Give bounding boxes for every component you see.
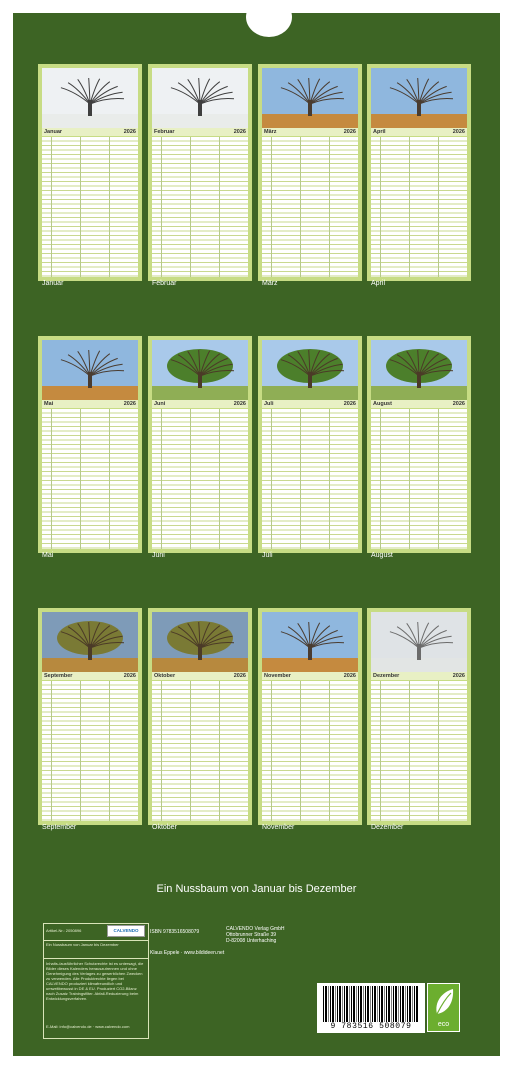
leaf-icon (428, 984, 459, 1020)
month-label: April (371, 280, 386, 287)
month-header-name: April (373, 129, 386, 135)
month-page (367, 608, 471, 825)
grid-column-line (271, 681, 272, 821)
eco-label: eco (437, 1021, 450, 1028)
publisher-street: Ottobrunner Straße 39 (226, 932, 277, 938)
month-header-year: 2026 (123, 673, 136, 679)
month-label: Februar (152, 280, 177, 287)
month-header (152, 128, 248, 136)
month-header (42, 672, 138, 680)
day-grid (262, 409, 358, 549)
day-grid (152, 137, 248, 277)
month-header (262, 400, 358, 408)
month-page (148, 64, 252, 281)
month-label: August (371, 552, 393, 559)
author-text: Klaus Eppele · www.bildideen.net (150, 950, 225, 956)
tree-photo (262, 68, 358, 128)
month-header-year: 2026 (343, 129, 356, 135)
month-header (152, 400, 248, 408)
month-header-name: Dezember (373, 673, 400, 679)
article-number: Artikel-Nr.: 2050896 (46, 928, 82, 933)
grid-column-line (329, 409, 330, 549)
grid-column-line (51, 409, 52, 549)
info-divider (44, 940, 148, 941)
month-page (258, 64, 362, 281)
month-header (371, 400, 467, 408)
month-header (42, 400, 138, 408)
month-header (42, 128, 138, 136)
month-header-name: November (264, 673, 291, 679)
calendar-title: Ein Nussbaum von Januar bis Dezember (156, 883, 357, 895)
grid-column-line (329, 137, 330, 277)
grid-column-line (380, 137, 381, 277)
grid-column-line (271, 409, 272, 549)
grid-column-line (329, 681, 330, 821)
month-header-name: September (44, 673, 73, 679)
walnut-tree-image (371, 612, 467, 672)
month-header-year: 2026 (343, 673, 356, 679)
month-label: September (42, 824, 77, 831)
grid-column-line (271, 137, 272, 277)
tree-photo (262, 340, 358, 400)
info-divider (44, 958, 148, 959)
month-page (148, 608, 252, 825)
walnut-tree-image (42, 68, 138, 128)
walnut-tree-image (152, 612, 248, 672)
month-header (262, 128, 358, 136)
day-grid (152, 681, 248, 821)
grid-column-line (219, 409, 220, 549)
day-grid (371, 681, 467, 821)
grid-column-line (190, 681, 191, 821)
month-header (152, 672, 248, 680)
month-header (371, 672, 467, 680)
grid-column-line (380, 681, 381, 821)
grid-column-line (438, 137, 439, 277)
month-header-year: 2026 (233, 401, 246, 407)
day-grid (152, 409, 248, 549)
hanger-notch (246, 0, 292, 37)
month-header-name: März (264, 129, 277, 135)
grid-column-line (51, 137, 52, 277)
month-label: Januar (42, 280, 64, 287)
month-header-year: 2026 (233, 673, 246, 679)
month-page (367, 64, 471, 281)
month-page (38, 608, 142, 825)
walnut-tree-image (371, 68, 467, 128)
day-grid (371, 409, 467, 549)
eco-badge (427, 983, 460, 1032)
grid-column-line (219, 681, 220, 821)
month-label: Mai (42, 552, 54, 559)
month-page (367, 336, 471, 553)
publisher-name: CALVENDO Verlag GmbH (226, 926, 285, 932)
month-header-year: 2026 (233, 129, 246, 135)
grid-column-line (161, 681, 162, 821)
grid-column-line (219, 137, 220, 277)
month-header-year: 2026 (452, 673, 465, 679)
grid-column-line (109, 409, 110, 549)
month-label: Juli (262, 552, 273, 559)
day-grid (42, 409, 138, 549)
month-label: Oktober (152, 824, 177, 831)
grid-column-line (409, 409, 410, 549)
month-label: Dezember (371, 824, 404, 831)
walnut-tree-image (152, 68, 248, 128)
month-page (148, 336, 252, 553)
walnut-tree-image (42, 340, 138, 400)
grid-column-line (409, 137, 410, 277)
month-header-name: Juni (154, 401, 166, 407)
grid-column-line (51, 681, 52, 821)
grid-column-line (109, 681, 110, 821)
walnut-tree-image (152, 340, 248, 400)
month-page (258, 608, 362, 825)
day-grid (262, 681, 358, 821)
tree-photo (152, 68, 248, 128)
grid-column-line (161, 137, 162, 277)
month-label: November (262, 824, 295, 831)
tree-photo (152, 612, 248, 672)
tree-photo (371, 612, 467, 672)
grid-column-line (438, 409, 439, 549)
month-page (38, 64, 142, 281)
tree-photo (152, 340, 248, 400)
month-header-name: August (373, 401, 392, 407)
month-page (258, 336, 362, 553)
walnut-tree-image (262, 340, 358, 400)
grid-column-line (80, 137, 81, 277)
grid-column-line (80, 409, 81, 549)
publisher-city: D-82008 Unterhaching (226, 938, 277, 944)
walnut-tree-image (262, 612, 358, 672)
short-title: Ein Nussbaum von Januar bis Dezember (46, 942, 119, 947)
month-header-year: 2026 (452, 401, 465, 407)
info-box (43, 923, 149, 1039)
month-header-name: Juli (264, 401, 274, 407)
grid-column-line (190, 137, 191, 277)
barcode (317, 983, 425, 1033)
tree-photo (371, 68, 467, 128)
month-header (262, 672, 358, 680)
grid-column-line (190, 409, 191, 549)
grid-column-line (109, 137, 110, 277)
walnut-tree-image (371, 340, 467, 400)
month-header-name: Januar (44, 129, 63, 135)
calvendo-logo: CALVENDO (107, 925, 145, 937)
grid-column-line (380, 409, 381, 549)
walnut-tree-image (262, 68, 358, 128)
email-text: E-Mail: info@calvendo.de · www.calvendo.com (46, 1024, 130, 1029)
month-label: März (262, 280, 278, 287)
month-page (38, 336, 142, 553)
grid-column-line (80, 681, 81, 821)
month-header-year: 2026 (123, 401, 136, 407)
grid-column-line (161, 409, 162, 549)
tree-photo (42, 68, 138, 128)
month-header-year: 2026 (452, 129, 465, 135)
day-grid (42, 681, 138, 821)
tree-photo (42, 340, 138, 400)
month-header-name: Mai (44, 401, 54, 407)
month-header-name: Februar (154, 129, 175, 135)
grid-column-line (409, 681, 410, 821)
day-grid (371, 137, 467, 277)
month-header-name: Oktober (154, 673, 176, 679)
legal-text: Inhalts-/ausführlicher Schutzrechte ist es untersagt, die Bilder dieses Kalenders herauszutrennen und ohne Genehmigung des Verlages zu gewerblichen Zwecken zu verwenden. Alle Produktrechte liegen bei CALVENDO produziert klimafreundlich und umweltbewusst in DE & EU. Produziert CO2-Bilanz nach Zusatz Trainingsfilter. Abfall-Reduzierung beim Entwicklungsverfahren. (46, 961, 144, 1001)
tree-photo (42, 612, 138, 672)
day-grid (42, 137, 138, 277)
tree-photo (262, 612, 358, 672)
grid-column-line (300, 137, 301, 277)
grid-column-line (300, 409, 301, 549)
month-label: Juni (152, 552, 165, 559)
barcode-bars (323, 986, 419, 1022)
grid-column-line (438, 681, 439, 821)
day-grid (262, 137, 358, 277)
isbn-text: ISBN 9783516508079 (150, 929, 200, 935)
walnut-tree-image (42, 612, 138, 672)
month-header-year: 2026 (123, 129, 136, 135)
grid-column-line (300, 681, 301, 821)
month-header (371, 128, 467, 136)
barcode-number: 9 783516 508079 (330, 1022, 412, 1031)
month-header-year: 2026 (343, 401, 356, 407)
tree-photo (371, 340, 467, 400)
